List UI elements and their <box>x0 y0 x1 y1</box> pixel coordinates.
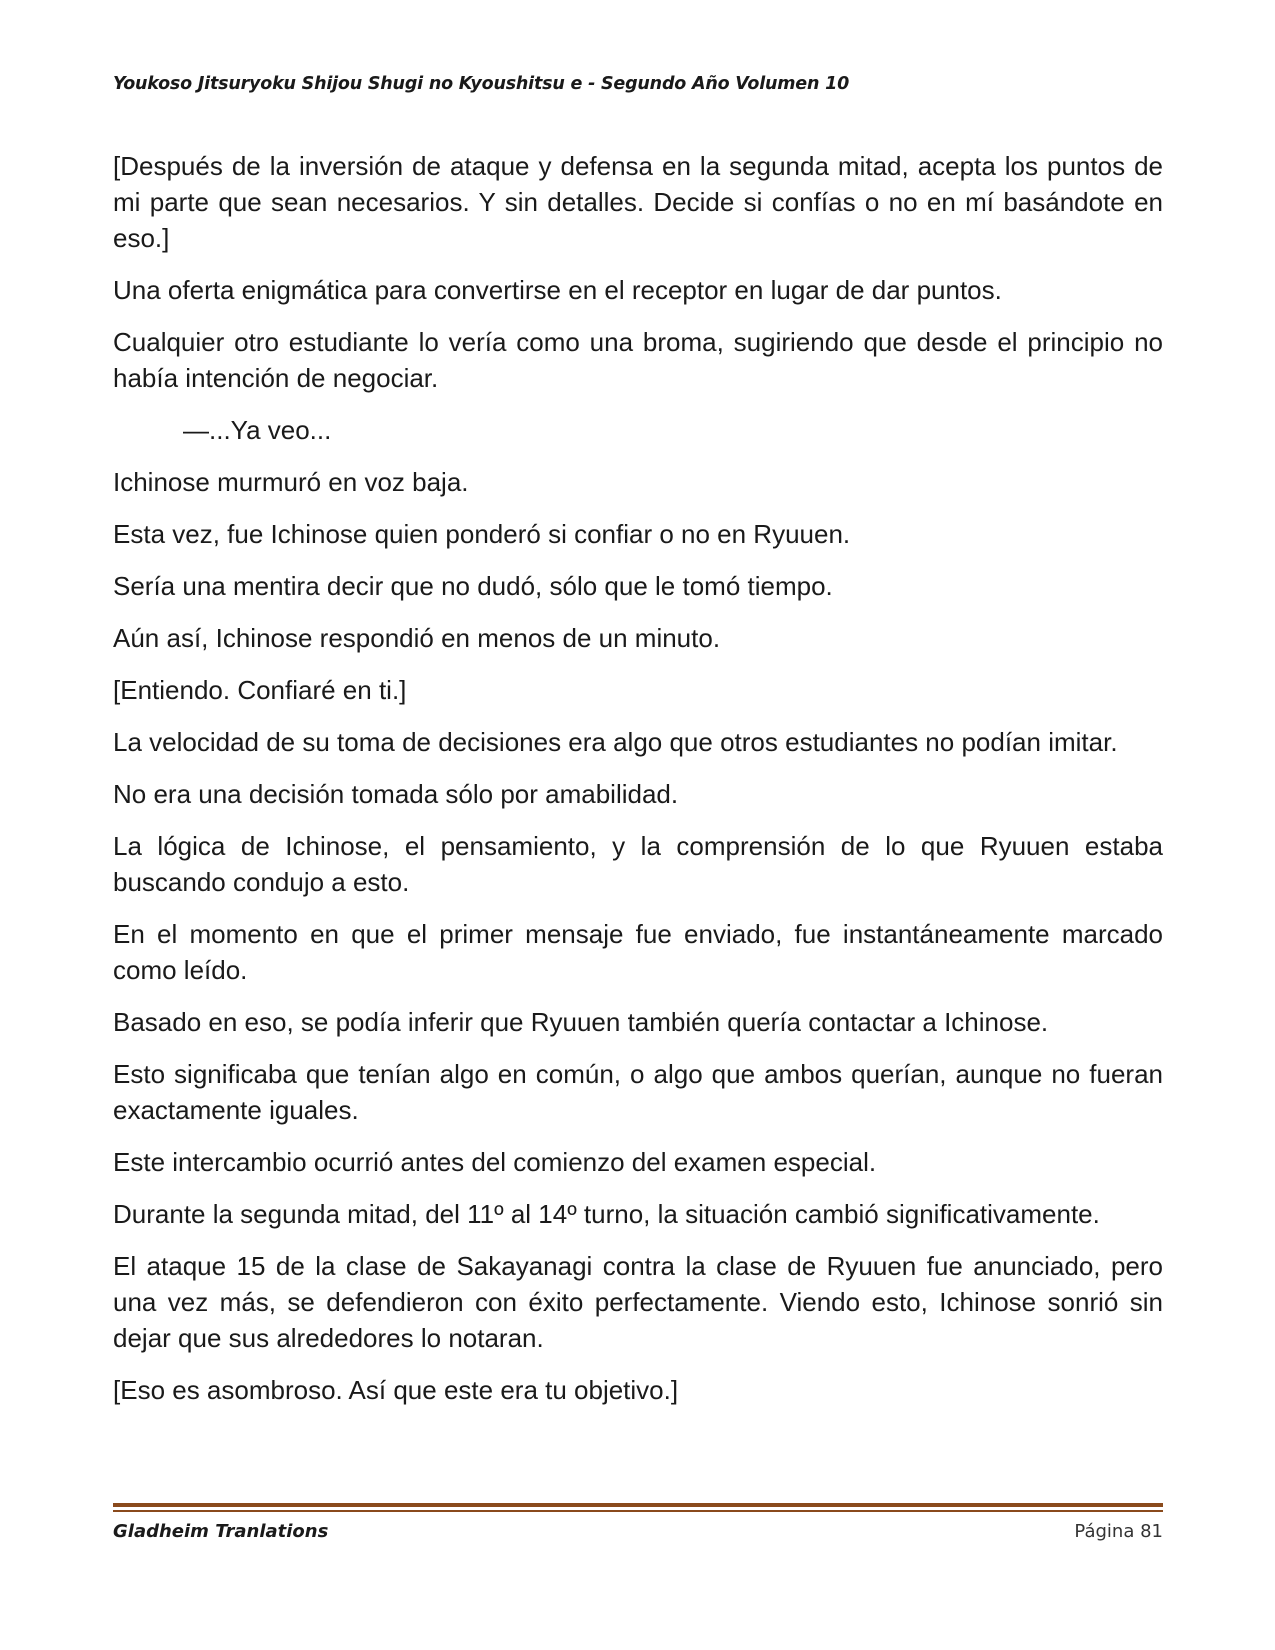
paragraph: Ichinose murmuró en voz baja. <box>113 467 469 497</box>
paragraph: Durante la segunda mitad, del 11º al 14º turno, la situación cambió significativamente. <box>113 1199 1100 1229</box>
paragraph: [Después de la inversión de ataque y defensa en la segunda mitad, acepta los puntos de mi parte que sean necesarios. Y sin detalles. Decide si confías o no en mí basándote en eso.] <box>113 151 1163 253</box>
page-number: Página 81 <box>1074 1521 1163 1542</box>
running-header: Youkoso Jitsuryoku Shijou Shugi no Kyoushitsu e - Segundo Año Volumen 10 <box>113 74 850 94</box>
paragraph: [Eso es asombroso. Así que este era tu objetivo.] <box>113 1375 679 1405</box>
paragraph: La lógica de Ichinose, el pensamiento, y la comprensión de lo que Ryuuen estaba buscando condujo a esto. <box>113 831 1163 897</box>
footer-publisher: Gladheim Tranlations <box>113 1521 329 1542</box>
paragraph: La velocidad de su toma de decisiones era algo que otros estudiantes no podían imitar. <box>113 727 1118 757</box>
paragraph: No era una decisión tomada sólo por amabilidad. <box>113 779 679 809</box>
paragraph: Aún así, Ichinose respondió en menos de un minuto. <box>113 623 721 653</box>
paragraph: Una oferta enigmática para convertirse en el receptor en lugar de dar puntos. <box>113 275 1002 305</box>
paragraph: El ataque 15 de la clase de Sakayanagi contra la clase de Ryuuen fue anunciado, pero una vez más, se defendieron con éxito perfectamente. Viendo esto, Ichinose sonrió sin dejar que sus alrededores lo notaran. <box>113 1251 1163 1353</box>
paragraph: Sería una mentira decir que no dudó, sólo que le tomó tiempo. <box>113 571 833 601</box>
footer-divider-thin <box>113 1510 1163 1512</box>
dialogue-line: —...Ya veo... <box>183 415 332 445</box>
paragraph: [Entiendo. Confiaré en ti.] <box>113 675 407 705</box>
footer-divider-thick <box>113 1503 1163 1507</box>
paragraph: En el momento en que el primer mensaje fue enviado, fue instantáneamente marcado como leído. <box>113 919 1163 985</box>
paragraph: Basado en eso, se podía inferir que Ryuuen también quería contactar a Ichinose. <box>113 1007 1049 1037</box>
paragraph: Cualquier otro estudiante lo vería como una broma, sugiriendo que desde el principio no había intención de negociar. <box>113 327 1163 393</box>
paragraph: Esta vez, fue Ichinose quien ponderó si confiar o no en Ryuuen. <box>113 519 851 549</box>
page-body <box>113 148 1163 1424</box>
paragraph: Este intercambio ocurrió antes del comienzo del examen especial. <box>113 1147 877 1177</box>
paragraph: Esto significaba que tenían algo en común, o algo que ambos querían, aunque no fueran exactamente iguales. <box>113 1059 1163 1125</box>
